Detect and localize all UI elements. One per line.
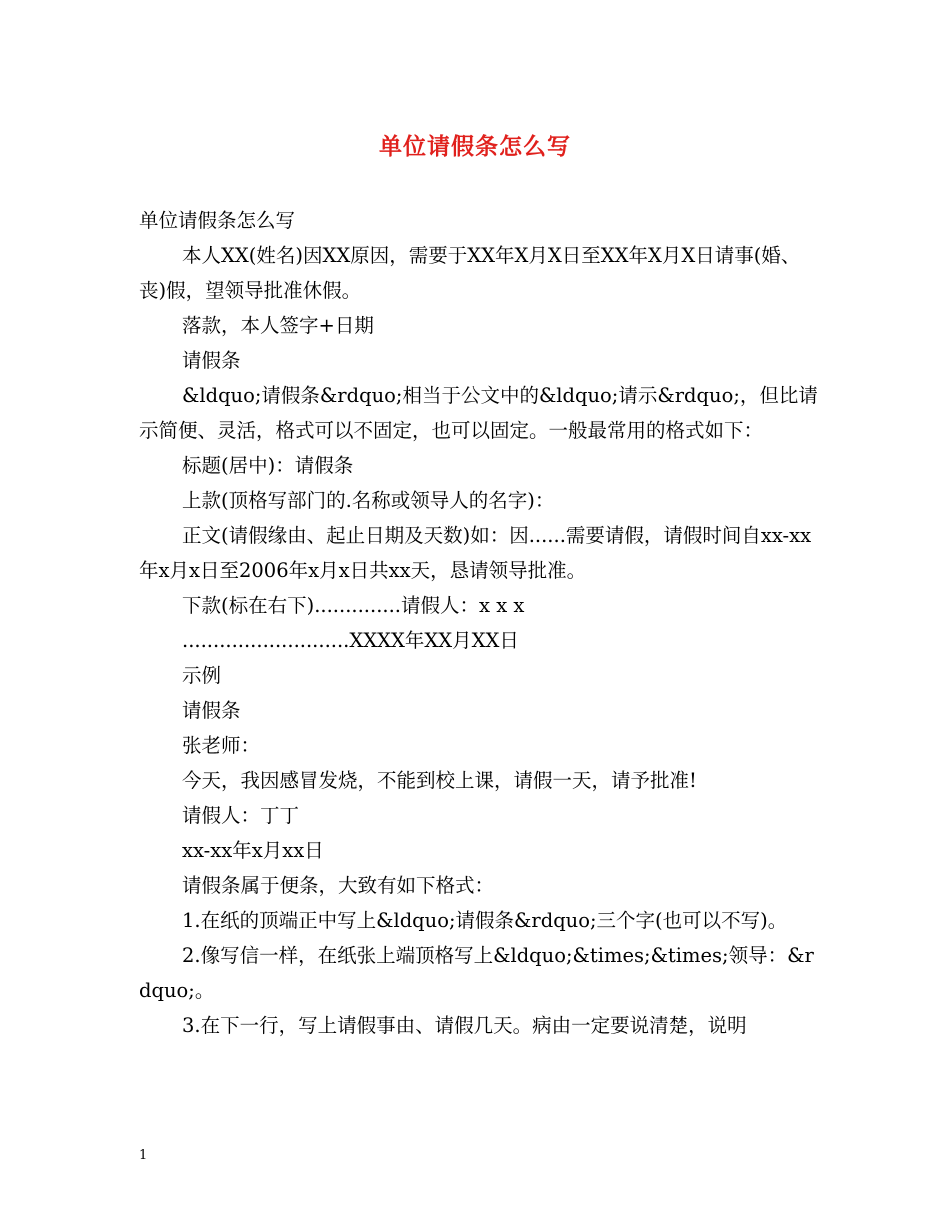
body-paragraph: 上款(顶格写部门的.名称或领导人的名字)：: [182, 489, 555, 512]
body-paragraph: 下款(标在右下)..............请假人：x x x: [182, 594, 525, 617]
body-paragraph: 请假条: [182, 349, 241, 372]
document-title: 单位请假条怎么写: [379, 133, 571, 160]
document-body: [139, 203, 819, 1043]
body-paragraph: 示例: [182, 664, 222, 687]
body-paragraph: 单位请假条怎么写: [139, 209, 296, 232]
body-paragraph: 张老师：: [182, 734, 261, 757]
body-paragraph: 本人XX(姓名)因XX原因，需要于XX年X月X日至XX年X月X日请事(婚、丧)假，望领导批准休假。: [139, 244, 801, 302]
body-paragraph: xx-xx年x月xx日: [182, 839, 324, 862]
body-paragraph: 请假条属于便条，大致有如下格式：: [182, 874, 495, 897]
body-paragraph: 请假条: [182, 699, 241, 722]
body-paragraph: 今天，我因感冒发烧，不能到校上课，请假一天，请予批准!: [182, 769, 697, 792]
body-paragraph: 请假人：丁丁: [182, 804, 300, 827]
page-number: 1: [139, 1148, 148, 1163]
body-paragraph: 3.在下一行，写上请假事由、请假几天。病由一定要说清楚，说明: [182, 1014, 747, 1037]
body-paragraph: ...........................XXXX年XX月XX日: [182, 629, 519, 652]
body-paragraph: 正文(请假缘由、起止日期及天数)如：因......需要请假，请假时间自xx-xx年x月x日至2006年x月x日共xx天，恳请领导批准。: [139, 524, 812, 582]
body-paragraph: 标题(居中)：请假条: [182, 454, 354, 477]
body-paragraph: &ldquo;请假条&rdquo;相当于公文中的&ldquo;请示&rdquo;，但比请示简便、灵活，格式可以不固定，也可以固定。一般最常用的格式如下：: [139, 384, 818, 442]
body-paragraph: 1.在纸的顶端正中写上&ldquo;请假条&rdquo;三个字(也可以不写)。: [182, 909, 788, 932]
body-paragraph: 2.像写信一样，在纸张上端顶格写上&ldquo;&times;&times;领导：&rdquo;。: [139, 944, 814, 1002]
body-paragraph: 落款，本人签字+日期: [182, 314, 374, 337]
